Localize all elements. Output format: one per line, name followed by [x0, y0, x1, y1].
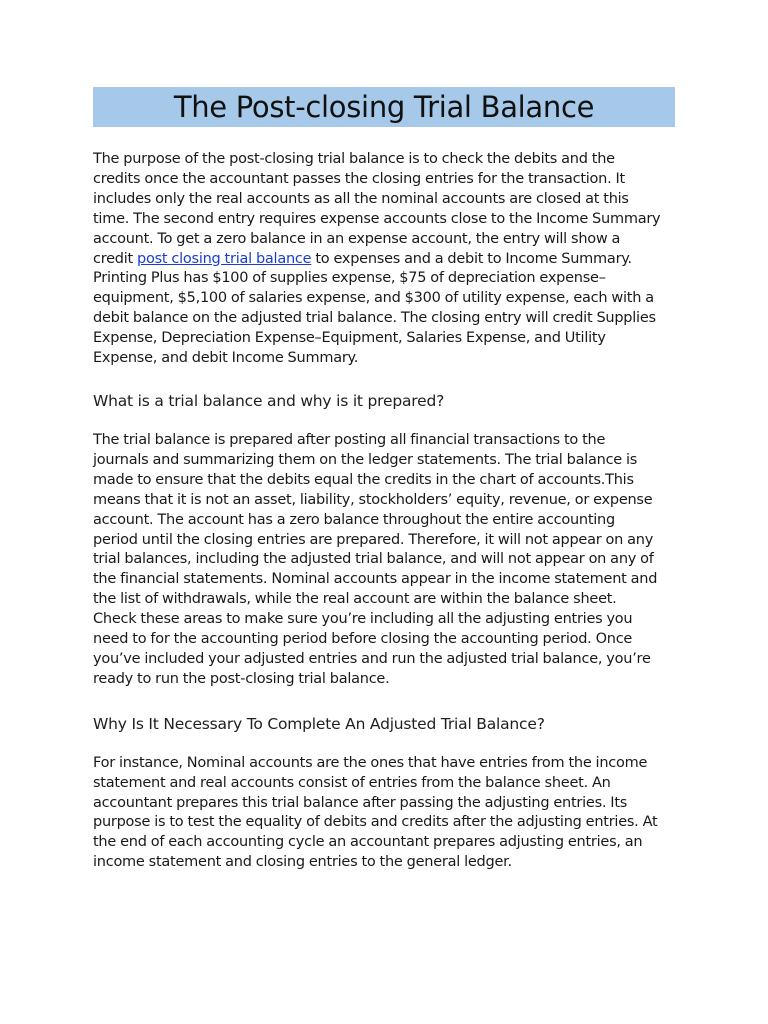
text-line: journals and summarizing them on the ledger statements. The trial balance is — [93, 451, 638, 468]
text-line: the financial statements. Nominal accounts appear in the income statement and — [93, 571, 658, 588]
text-line: For instance, Nominal accounts are the ones that have entries from the income — [93, 754, 648, 771]
text-line: statement and real accounts consist of entries from the balance sheet. An — [93, 774, 611, 791]
text-line: credits once the accountant passes the closing entries for the transaction. It — [93, 170, 625, 187]
text-line: Expense, and debit Income Summary. — [93, 350, 359, 367]
title-banner — [93, 87, 675, 127]
text-line: income statement and closing entries to the general ledger. — [93, 854, 512, 871]
post-closing-trial-balance-link[interactable]: post closing trial balance — [137, 250, 312, 267]
text-line: period until the closing entries are prepared. Therefore, it will not appear on any — [93, 531, 654, 548]
text-line: means that it is not an asset, liability, stockholders’ equity, revenue, or expense — [93, 491, 653, 508]
section-paragraph — [93, 431, 675, 690]
text-line: account. To get a zero balance in an expense account, the entry will show a — [93, 230, 621, 247]
intro-paragraph — [93, 150, 675, 369]
text-line: The trial balance is prepared after posting all financial transactions to the — [93, 431, 606, 448]
text-line: the end of each accounting cycle an accountant prepares adjusting entries, an — [93, 834, 643, 851]
text-fragment: to expenses and a debit to Income Summary. — [311, 250, 632, 267]
text-line: made to ensure that the debits equal the credits in the chart of accounts.This — [93, 471, 634, 488]
text-line: The purpose of the post-closing trial balance is to check the debits and the — [93, 151, 615, 167]
text-line: ready to run the post-closing trial balance. — [93, 670, 390, 687]
section-heading: Why Is It Necessary To Complete An Adjusted Trial Balance? — [93, 714, 545, 733]
text-line: account. The account has a zero balance throughout the entire accounting — [93, 511, 615, 528]
section-heading: What is a trial balance and why is it prepared? — [93, 391, 445, 410]
text-line-with-link — [93, 250, 675, 270]
text-line: Expense, Depreciation Expense–Equipment, Salaries Expense, and Utility — [93, 330, 606, 347]
text-line: purpose is to test the equality of debits and credits after the adjusting entries. At — [93, 814, 658, 831]
section-paragraph — [93, 754, 675, 873]
text-line: Check these areas to make sure you’re including all the adjusting entries you — [93, 611, 633, 628]
text-line: accountant prepares this trial balance after passing the adjusting entries. Its — [93, 794, 628, 811]
text-line: equipment, $5,100 of salaries expense, and $300 of utility expense, each with a — [93, 290, 654, 307]
text-line: you’ve included your adjusted entries and run the adjusted trial balance, you’re — [93, 650, 651, 667]
text-line: time. The second entry requires expense accounts close to the Income Summary — [93, 210, 661, 227]
text-fragment: credit — [93, 250, 138, 267]
text-line: trial balances, including the adjusted trial balance, and will not appear on any of — [93, 551, 654, 568]
page-title: The Post-closing Trial Balance — [173, 90, 595, 124]
text-line: Printing Plus has $100 of supplies expense, $75 of depreciation expense– — [93, 270, 606, 287]
document-page — [93, 87, 675, 873]
text-line: need to for the accounting period before closing the accounting period. Once — [93, 631, 633, 648]
text-line: debit balance on the adjusted trial balance. The closing entry will credit Supplies — [93, 310, 656, 327]
text-line: the list of withdrawals, while the real account are within the balance sheet. — [93, 591, 617, 608]
text-line: includes only the real accounts as all the nominal accounts are closed at this — [93, 190, 629, 207]
